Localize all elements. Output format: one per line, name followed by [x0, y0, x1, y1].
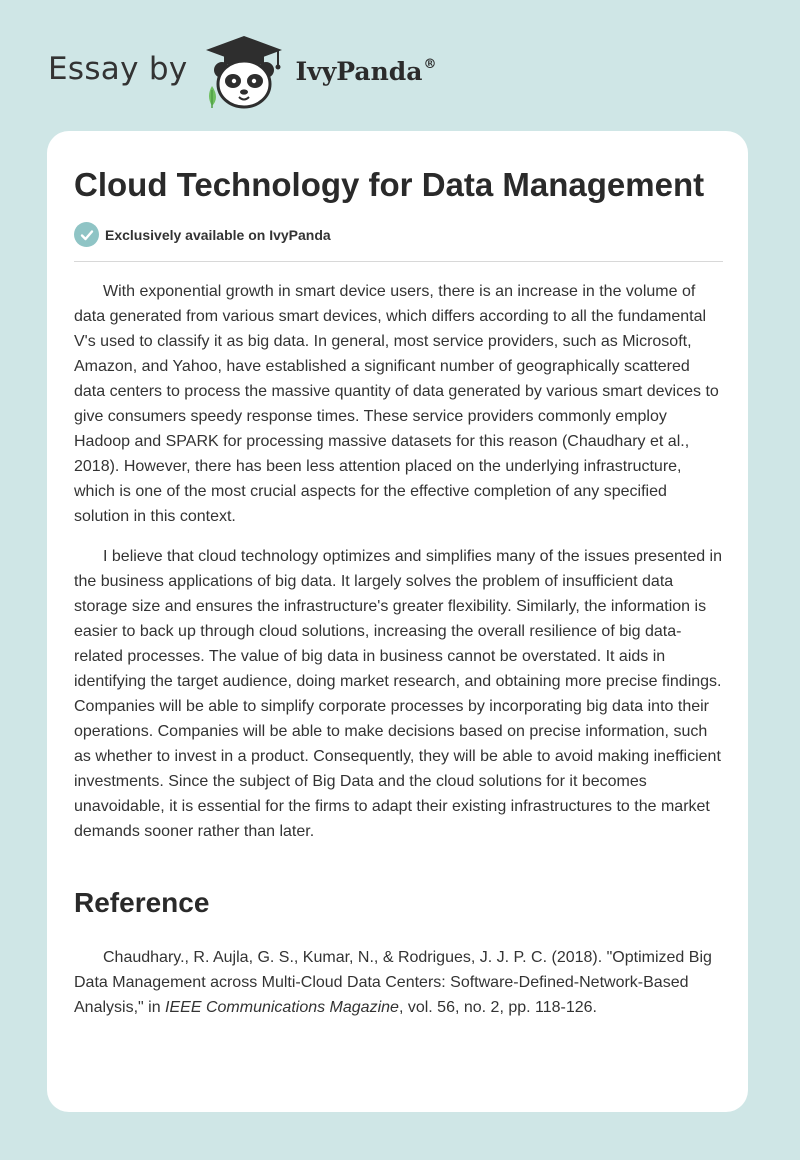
essay-body — [74, 279, 724, 844]
reference-heading: Reference — [74, 887, 210, 918]
essay-card — [47, 131, 748, 1112]
essay-title: Cloud Technology for Data Management — [74, 166, 705, 203]
paragraph: I believe that cloud technology optimizes and simplifies many of the issues presented in the business applications of big data. It largely solves the problem of insufficient data storage size and ensures the infrastructure's greater flexibility. Similarly, the information is easier to back up through cloud solutions, increasing the overall resilience of big data-related processes. The value of big data in business cannot be overstated. It aids in identifying the target audience, doing market research, and obtaining more precise findings. Companies will be able to simplify corporate processes by incorporating big data into their operations. Companies will be able to make decisions based on precise information, such as whether to invest in a product. Consequently, they will be able to avoid making inefficient investments. Since the subject of Big Data and the cloud solutions for it becomes unavoidable, it is essential for the firms to adapt their existing infrastructures to the market demands sooner rather than later. — [74, 548, 723, 840]
availability-text: Exclusively available on IvyPanda — [105, 226, 331, 243]
panda-logo-icon — [200, 34, 288, 110]
reference-authors-title: Chaudhary., R. Aujla, G. S., Kumar, N., & Rodrigues, J. J. P. C. (2018). "Optimized Big Data Management across Multi-Cloud Data Centers: Software-Defined-Network-Based Analysis," in — [74, 949, 712, 1016]
trademark-symbol: ® — [423, 56, 437, 72]
brand-name: IvyPanda® — [295, 56, 437, 86]
reference-entry — [74, 945, 724, 1020]
divider — [74, 261, 723, 262]
paragraph: With exponential growth in smart device users, there is an increase in the volume of data generated from various smart devices, which differs according to all the fundamental V's used to classify it as big data. In general, most service providers, such as Microsoft, Amazon, and Yahoo, have established a significant number of geographically scattered data centers to process the massive quantity of data generated by various smart devices to give consumers speedy response times. These service providers commonly employ Hadoop and SPARK for processing massive datasets for this reason (Chaudhary et al., 2018). However, there has been less attention placed on the underlying infrastructure, which is one of the most crucial aspects for the effective completion of any specified solution in this context. — [74, 283, 719, 525]
reference-journal: IEEE Communications Magazine — [165, 999, 399, 1016]
check-icon — [74, 222, 99, 247]
brand-header — [48, 36, 436, 108]
brand-prefix: Essay by — [48, 51, 188, 87]
reference-details: , vol. 56, no. 2, pp. 118-126. — [398, 999, 597, 1016]
availability-badge — [74, 222, 331, 247]
